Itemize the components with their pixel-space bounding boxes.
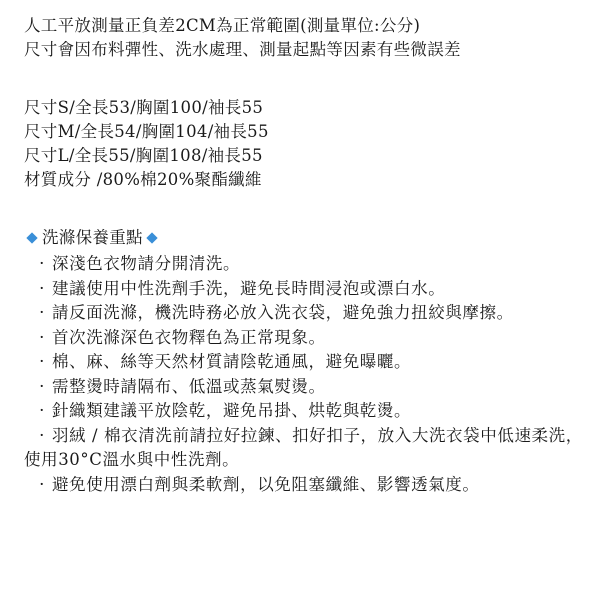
care-item-text: 請反面洗滌，機洗時務必放入洗衣袋，避免強力扭絞與摩擦。 (52, 303, 514, 322)
care-item-text: 棉、麻、絲等天然材質請陰乾通風，避免曝曬。 (52, 352, 412, 371)
measurement-note: 尺寸會因布料彈性、洗水處理、測量起點等因素有些微誤差 (24, 40, 461, 59)
care-item-text: 需整燙時請隔布、低溫或蒸氣熨燙。 (52, 376, 326, 396)
care-list (24, 252, 584, 497)
measurement-note: 人工平放測量正負差2CM為正常範圍(測量單位:公分) (24, 16, 421, 35)
care-item (24, 301, 584, 326)
bullet: · (39, 474, 45, 494)
care-item-text: 羽絨 / 棉衣清洗前請拉好拉鍊、扣好扣子，放入大洗衣袋中低速柔洗，使用30°C溫水與中性洗劑。 (24, 425, 583, 469)
bullet: · (39, 401, 45, 420)
spacer (24, 192, 584, 226)
size-chart (24, 96, 584, 192)
care-item-text: 首次洗滌深色衣物釋色為正常現象。 (52, 327, 326, 347)
care-item (24, 326, 584, 351)
bullet: · (39, 352, 45, 371)
product-info (24, 14, 584, 497)
measurement-notes (24, 14, 584, 62)
bullet: · (39, 278, 45, 298)
care-item (24, 252, 584, 277)
care-item (24, 424, 584, 473)
care-item-text: 避免使用漂白劑與柔軟劑，以免阻塞纖維、影響透氣度。 (52, 474, 480, 494)
bullet: · (39, 327, 45, 347)
bullet: · (39, 425, 45, 445)
care-item (24, 277, 584, 302)
care-item-text: 針織類建議平放陰乾，避免吊掛、烘乾與乾燙。 (52, 401, 412, 420)
spacer (24, 62, 584, 96)
care-item (24, 350, 584, 375)
bullet: · (39, 303, 45, 322)
diamond-icon (26, 232, 37, 243)
care-item (24, 473, 584, 498)
care-item-text: 深淺色衣物請分開清洗。 (52, 254, 241, 273)
material-composition: 材質成分 /80%棉20%聚酯纖維 (24, 170, 262, 189)
size-row-m: 尺寸M/全長54/胸圍104/袖長55 (24, 122, 269, 141)
size-row-s: 尺寸S/全長53/胸圍100/袖長55 (24, 98, 264, 117)
bullet: · (39, 254, 45, 273)
diamond-icon (146, 232, 157, 243)
size-row-l: 尺寸L/全長55/胸圍108/袖長55 (24, 146, 263, 165)
care-title: 洗滌保養重點 (42, 228, 143, 247)
care-item-text: 建議使用中性洗劑手洗，避免長時間浸泡或漂白水。 (52, 278, 446, 298)
care-section (24, 226, 584, 497)
care-heading (24, 226, 584, 250)
care-item (24, 399, 584, 424)
care-item (24, 375, 584, 400)
bullet: · (39, 376, 45, 396)
